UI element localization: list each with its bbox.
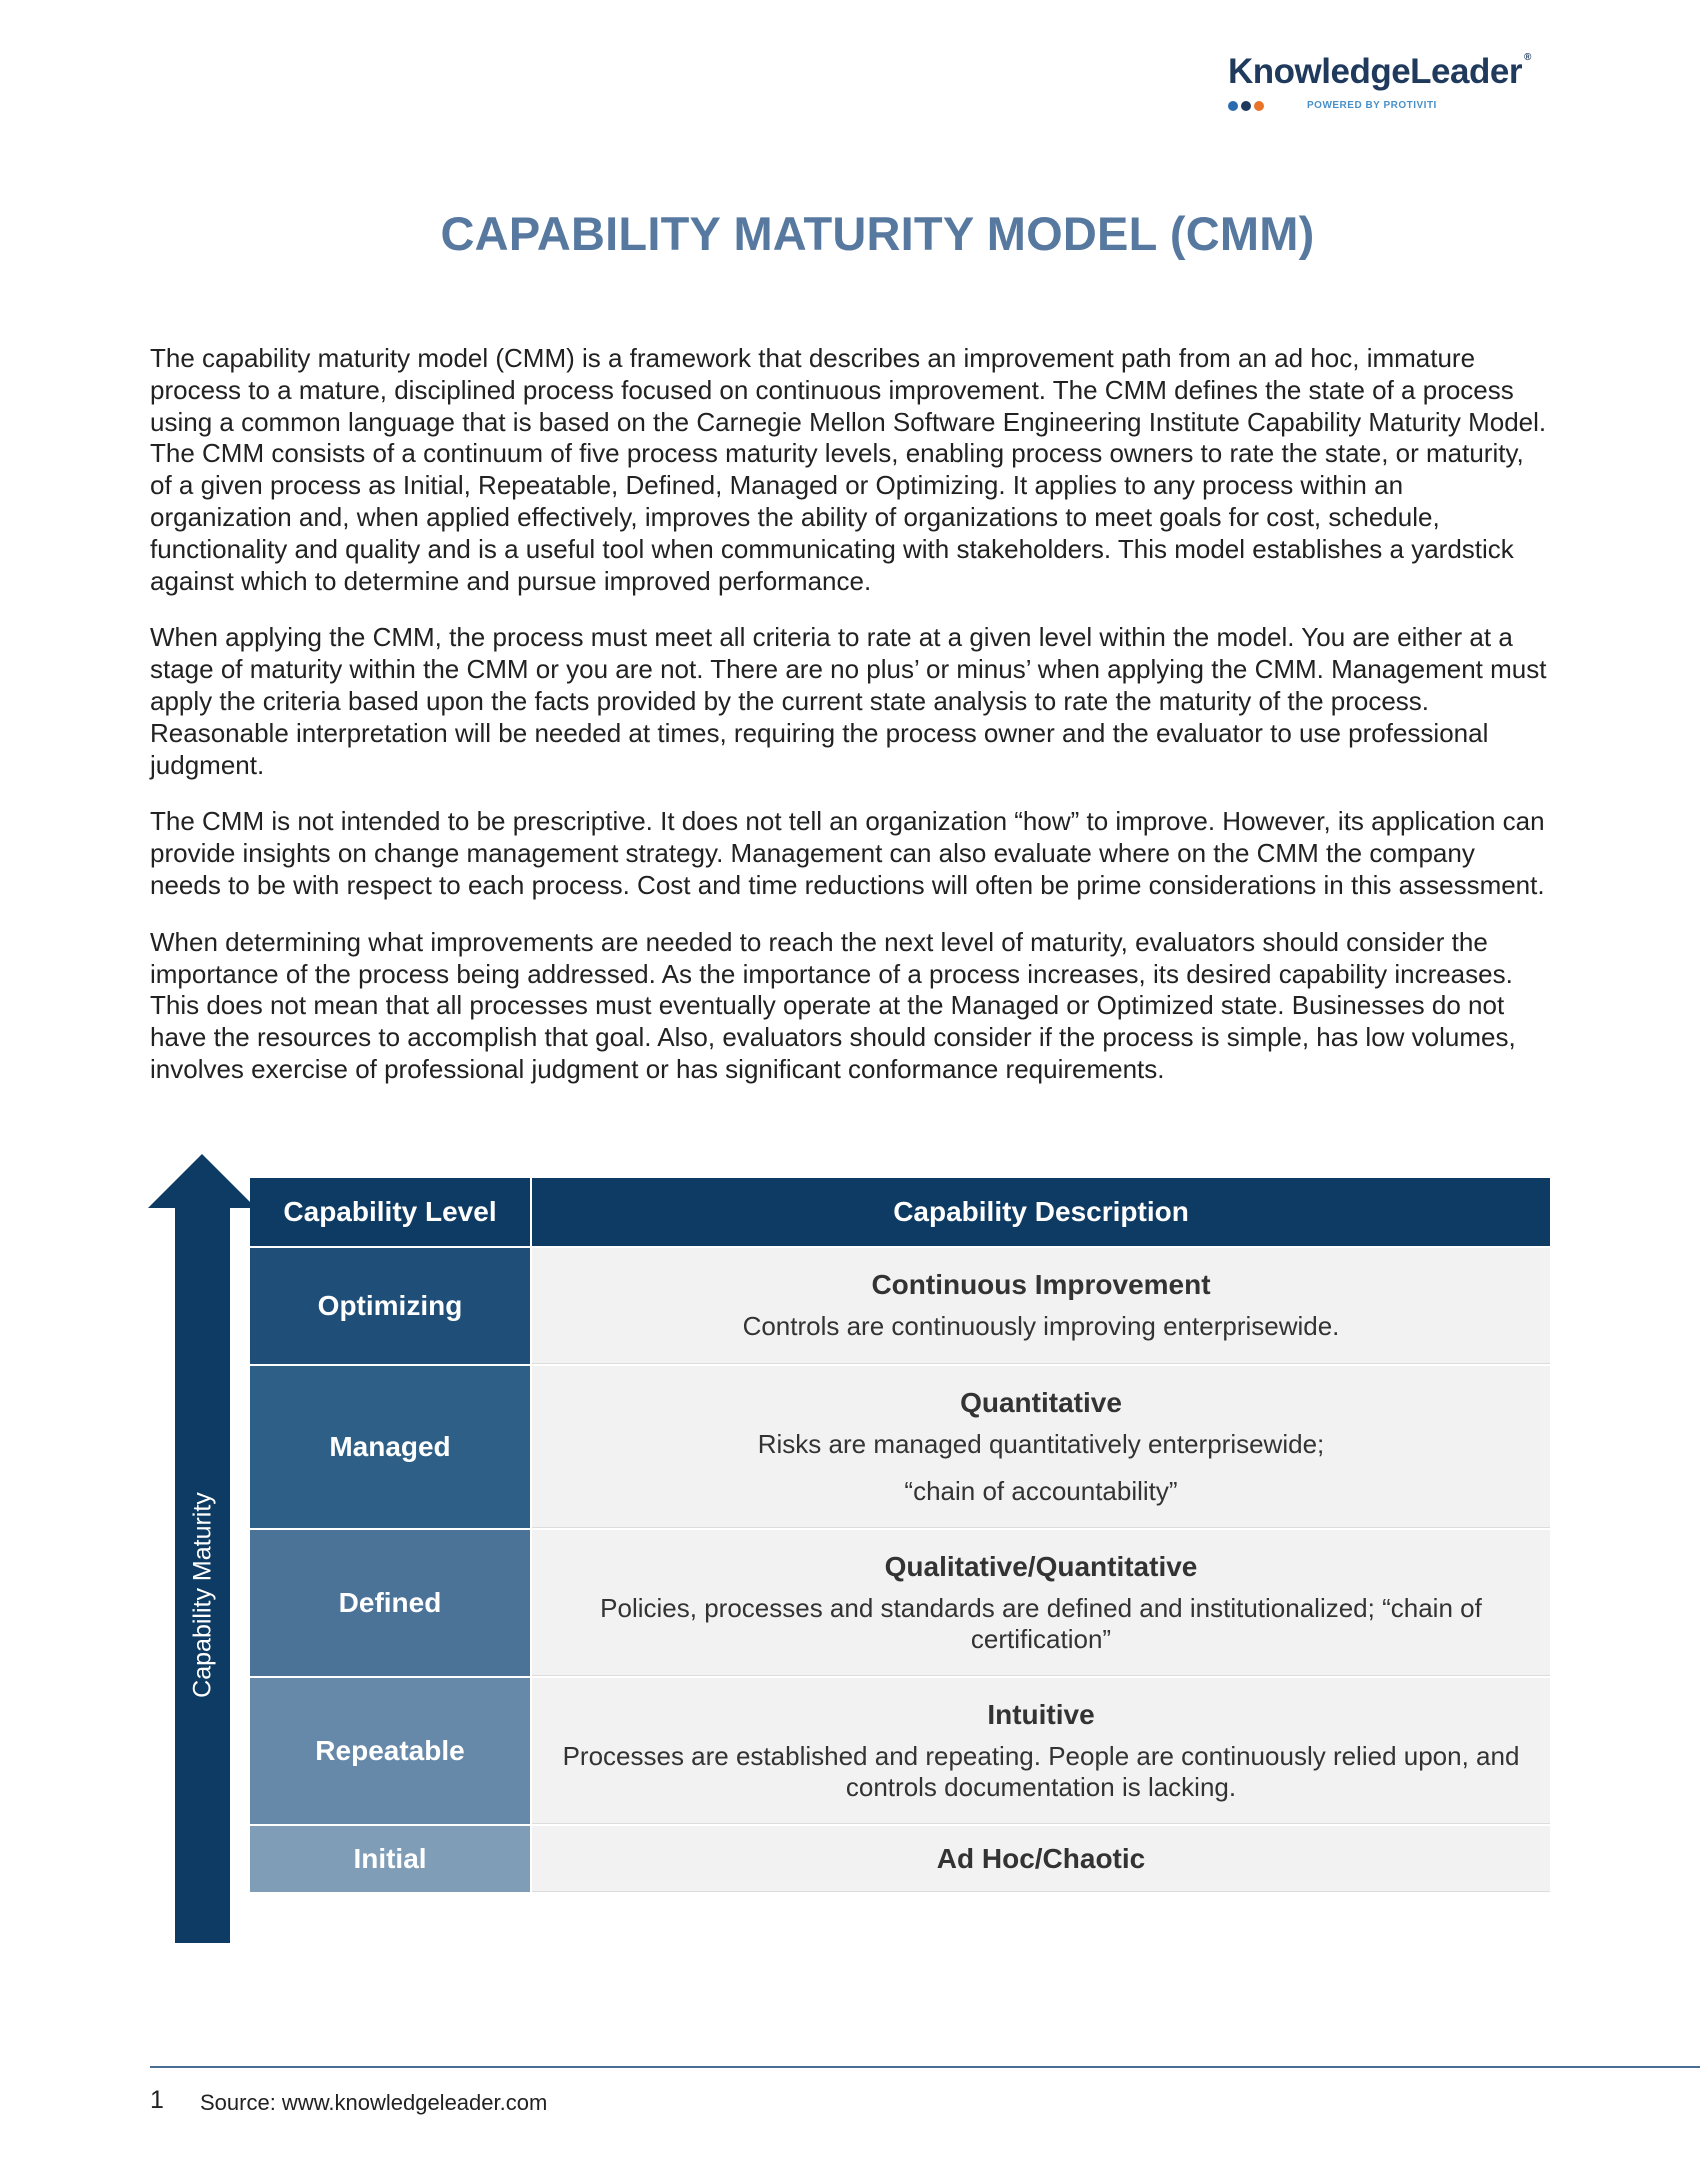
description-text: Risks are managed quantitatively enterprisewide; [757, 1428, 1325, 1459]
description-cell [532, 1678, 1550, 1824]
logo-subline [1228, 100, 1437, 111]
description-cell [532, 1826, 1550, 1892]
table-row [250, 1364, 1550, 1528]
header-capability-description: Capability Description [893, 1196, 1189, 1227]
paragraph: The CMM is not intended to be prescriptive. It does not tell an organization “how” to improve. However, its application can provide insights on change management strategy. Management can also evaluate where on the CMM the company needs to be with respect to each process. Cost and time reductions will often be prime considerations in this assessment. [150, 806, 1545, 900]
page-number: 1 [150, 2086, 164, 2114]
description-cell [532, 1248, 1550, 1364]
paragraph: When applying the CMM, the process must meet all criteria to rate at a given level within the model. You are either at a stage of maturity within the CMM or you are not. There are no plus’ or minus’ when applying the CMM. Management must apply the criteria based upon the facts provided by the current state analysis to rate the maturity of the process. Reasonable interpretation will be needed at times, requiring the process owner and the evaluator to use professional judgment. [150, 622, 1547, 780]
description-heading: Quantitative [960, 1386, 1122, 1418]
description-heading: Ad Hoc/Chaotic [936, 1842, 1146, 1874]
description-heading: Qualitative/Quantitative [884, 1550, 1198, 1582]
source-credit: Source: www.knowledgeleader.com [200, 2090, 548, 2115]
description-text: Processes are established and repeating. People are continuously relied upon, and controls documentation is lacking. [562, 1740, 1520, 1802]
paragraph: When determining what improvements are needed to reach the next level of maturity, evaluators should consider the importance of the process being addressed. As the importance of a process increases, its desired capability increases. This does not mean that all processes must eventually operate at the Managed or Optimized state. Businesses do not have the resources to accomplish that goal. Also, evaluators should consider if the process is simple, has low volumes, involves exercise of professional judgment or has significant conformance requirements. [150, 926, 1516, 1084]
logo-dot-icon [1241, 101, 1251, 111]
level-cell: Repeatable [250, 1678, 532, 1824]
logo-registered-mark: ® [1523, 52, 1531, 63]
description-heading: Continuous Improvement [871, 1269, 1211, 1300]
level-cell: Optimizing [250, 1248, 532, 1364]
maturity-arrow-head [148, 1154, 256, 1208]
body-text [150, 343, 1550, 1111]
logo-tagline: POWERED BY PROTIVITI [1307, 100, 1437, 111]
footer-divider [150, 2066, 1700, 2068]
logo-dot-icon [1228, 101, 1238, 111]
level-cell: Defined [250, 1530, 532, 1676]
table-header [250, 1178, 1550, 1246]
table-row [250, 1528, 1550, 1676]
description-heading: Intuitive [987, 1698, 1095, 1730]
description-cell [532, 1366, 1550, 1528]
logo-dot-icon [1254, 101, 1264, 111]
maturity-arrow-label: Capability Maturity [188, 1492, 217, 1698]
description-text: Policies, processes and standards are defined and institutionalized; “chain of certification” [600, 1592, 1482, 1654]
description-cell [532, 1530, 1550, 1676]
table-row [250, 1824, 1550, 1892]
knowledgeleader-logo [1228, 52, 1558, 122]
paragraph: The capability maturity model (CMM) is a framework that describes an improvement path from an ad hoc, immature process to a mature, disciplined process focused on continuous improvement. The CMM defines the state of a process using a common language that is based on the Carnegie Mellon Software Engineering Institute Capability Maturity Model. The CMM consists of a continuum of five process maturity levels, enabling process owners to rate the state, or maturity, of a given process as Initial, Repeatable, Defined, Managed or Optimizing. It applies to any process within an organization and, when applied effectively, improves the ability of organizations to meet goals for cost, schedule, functionality and quality and is a useful tool when communicating with stakeholders. This model establishes a yardstick against which to determine and pursue improved performance. [150, 343, 1547, 596]
table-row [250, 1676, 1550, 1824]
description-text-secondary: “chain of accountability” [904, 1475, 1178, 1506]
logo-wordmark: KnowledgeLeader [1228, 52, 1522, 91]
capability-table [250, 1178, 1550, 1892]
level-cell: Managed [250, 1366, 532, 1528]
table-row [250, 1246, 1550, 1364]
header-capability-level: Capability Level [250, 1178, 532, 1246]
description-text: Controls are continuously improving enterprisewide. [742, 1311, 1340, 1341]
level-cell: Initial [250, 1826, 532, 1892]
page-title: CAPABILITY MATURITY MODEL (CMM) [440, 207, 1315, 260]
